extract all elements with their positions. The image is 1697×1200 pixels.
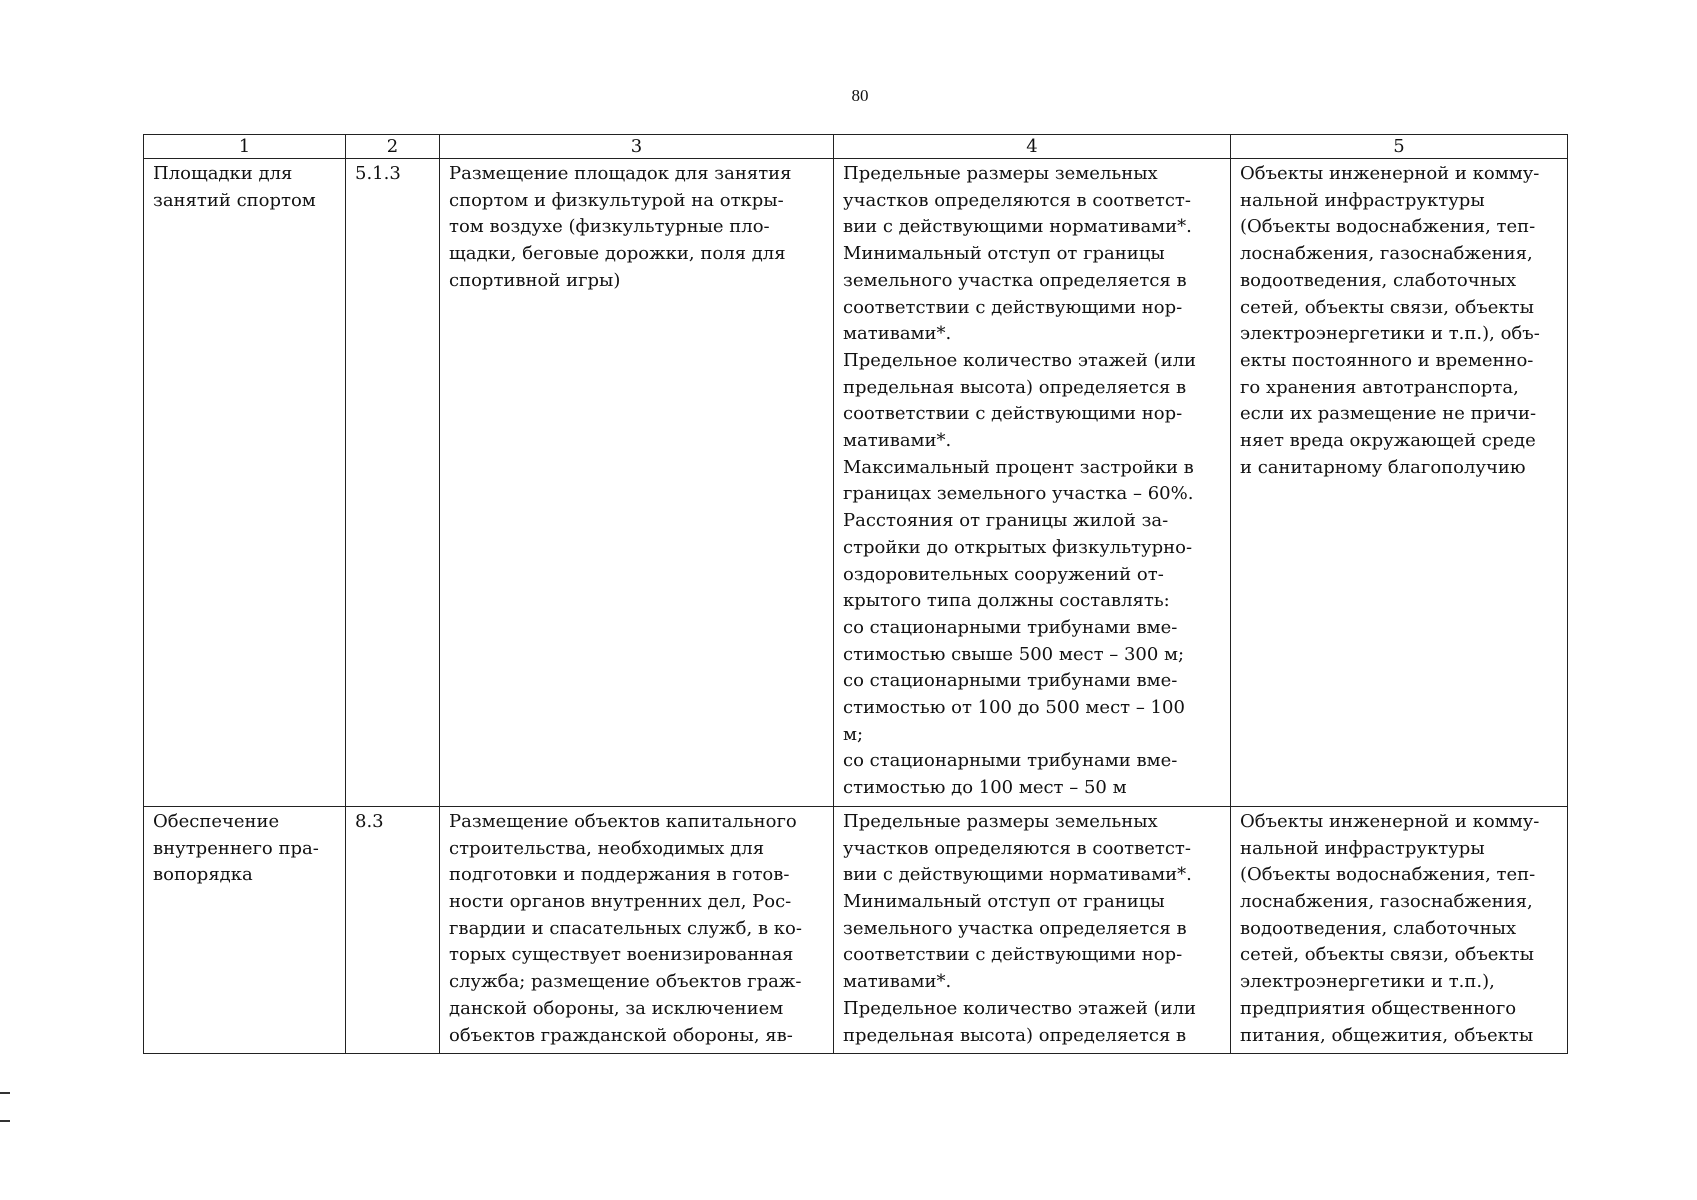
- cell-text-line: м;: [843, 723, 864, 745]
- cell-text-line: предприятия общественного: [1240, 997, 1517, 1019]
- margin-mark: [0, 1092, 10, 1094]
- cell-text-line: соответствии с действующими нор-: [843, 296, 1183, 318]
- cell-text-line: Расстояния от границы жилой за-: [843, 510, 1169, 532]
- cell-text-line: стимостью свыше 500 мест – 300 м;: [843, 643, 1185, 665]
- code-cell: [346, 159, 440, 807]
- cell-text-line: внутреннего пра-: [153, 837, 319, 859]
- cell-text-line: занятий спортом: [153, 189, 316, 211]
- header-col-2: 2: [346, 135, 440, 159]
- header-col-1: 1: [144, 135, 346, 159]
- land-use-table: [143, 134, 1568, 1054]
- cell-text-line: соответствии с действующими нор-: [843, 944, 1183, 966]
- cell-text-line: вии с действующими нормативами*.: [843, 216, 1192, 238]
- header-col-3: 3: [440, 135, 834, 159]
- cell-text-line: го хранения автотранспорта,: [1240, 376, 1519, 398]
- cell-text-line: Предельное количество этажей (или: [843, 349, 1197, 371]
- auxiliary-uses-cell: [1231, 159, 1568, 807]
- cell-text-line: водоотведения, слаботочных: [1240, 917, 1517, 939]
- cell-text-line: торых существует военизированная: [449, 944, 794, 966]
- code-cell: [346, 806, 440, 1053]
- cell-text-line: том воздухе (физкультурные пло-: [449, 216, 770, 238]
- cell-text-line: Предельные размеры земельных: [843, 163, 1158, 184]
- cell-text-line: участков определяются в соответст-: [843, 189, 1191, 211]
- cell-text-line: предельная высота) определяется в: [843, 376, 1187, 398]
- parameters-cell: [834, 806, 1231, 1053]
- page-number: 80: [851, 86, 869, 105]
- cell-text-line: объектов гражданской обороны, яв-: [449, 1024, 793, 1046]
- cell-text-line: сетей, объекты связи, объекты: [1240, 296, 1534, 318]
- cell-text-line: если их размещение не причи-: [1240, 403, 1537, 425]
- cell-text-line: земельного участка определяется в: [843, 269, 1187, 291]
- cell-text-line: и санитарному благополучию: [1240, 456, 1526, 478]
- cell-text-line: лоснабжения, газоснабжения,: [1240, 890, 1533, 912]
- cell-text-line: оздоровительных сооружений от-: [843, 563, 1164, 585]
- cell-text-line: нальной инфраструктуры: [1240, 837, 1485, 859]
- cell-text-line: участков определяются в соответст-: [843, 837, 1191, 859]
- parameters-cell: [834, 159, 1231, 807]
- cell-text-line: Размещение площадок для занятия: [449, 163, 792, 184]
- auxiliary-uses-cell: [1231, 806, 1568, 1053]
- cell-text-line: щадки, беговые дорожки, поля для: [449, 243, 786, 265]
- header-col-5: 5: [1231, 135, 1568, 159]
- cell-text-line: Максимальный процент застройки в: [843, 456, 1194, 478]
- cell-text-line: вии с действующими нормативами*.: [843, 864, 1192, 886]
- cell-text-line: стимостью до 100 мест – 50 м: [843, 777, 1127, 799]
- margin-mark: [0, 1120, 10, 1122]
- cell-text-line: водоотведения, слаботочных: [1240, 269, 1517, 291]
- cell-text-line: (Объекты водоснабжения, теп-: [1240, 864, 1536, 886]
- cell-text-line: мативами*.: [843, 971, 952, 993]
- cell-text-line: 8.3: [355, 810, 384, 832]
- cell-text-line: служба; размещение объектов граж-: [449, 971, 802, 993]
- cell-text-line: Минимальный отступ от границы: [843, 243, 1165, 265]
- cell-text-line: электроэнергетики и т.п.), объ-: [1240, 323, 1540, 345]
- cell-text-line: предельная высота) определяется в: [843, 1024, 1187, 1046]
- table-row: [144, 159, 1568, 807]
- cell-text-line: Обеспечение: [153, 810, 280, 832]
- cell-text-line: Размещение объектов капитального: [449, 810, 797, 832]
- cell-text-line: екты постоянного и временно-: [1240, 349, 1534, 371]
- cell-text-line: Предельные размеры земельных: [843, 810, 1158, 832]
- cell-text-line: электроэнергетики и т.п.),: [1240, 971, 1495, 993]
- cell-text-line: стройки до открытых физкультурно-: [843, 536, 1193, 558]
- cell-text-line: Минимальный отступ от границы: [843, 890, 1165, 912]
- cell-text-line: 5.1.3: [355, 163, 401, 184]
- cell-text-line: мативами*.: [843, 323, 952, 345]
- cell-text-line: гвардии и спасательных служб, в ко-: [449, 917, 802, 939]
- cell-text-line: данской обороны, за исключением: [449, 997, 784, 1019]
- cell-text-line: Объекты инженерной и комму-: [1240, 810, 1540, 832]
- cell-text-line: лоснабжения, газоснабжения,: [1240, 243, 1533, 265]
- table-row: [144, 806, 1568, 1053]
- cell-text-line: со стационарными трибунами вме-: [843, 670, 1178, 692]
- cell-text-line: Площадки для: [153, 163, 293, 184]
- cell-text-line: питания, общежития, объекты: [1240, 1024, 1534, 1046]
- use-name-cell: [144, 806, 346, 1053]
- table-body: [144, 159, 1568, 1054]
- cell-text-line: нальной инфраструктуры: [1240, 189, 1485, 211]
- cell-text-line: ности органов внутренних дел, Рос-: [449, 890, 792, 912]
- cell-text-line: соответствии с действующими нор-: [843, 403, 1183, 425]
- cell-text-line: крытого типа должны составлять:: [843, 590, 1170, 612]
- cell-text-line: (Объекты водоснабжения, теп-: [1240, 216, 1536, 238]
- description-cell: [440, 159, 834, 807]
- cell-text-line: сетей, объекты связи, объекты: [1240, 944, 1534, 966]
- cell-text-line: вопорядка: [153, 864, 253, 886]
- header-col-4: 4: [834, 135, 1231, 159]
- cell-text-line: границах земельного участка – 60%.: [843, 483, 1194, 505]
- cell-text-line: со стационарными трибунами вме-: [843, 750, 1178, 772]
- description-cell: [440, 806, 834, 1053]
- cell-text-line: земельного участка определяется в: [843, 917, 1187, 939]
- cell-text-line: мативами*.: [843, 430, 952, 452]
- cell-text-line: Предельное количество этажей (или: [843, 997, 1197, 1019]
- header-row: [144, 135, 1568, 159]
- cell-text-line: со стационарными трибунами вме-: [843, 616, 1178, 638]
- use-name-cell: [144, 159, 346, 807]
- cell-text-line: строительства, необходимых для: [449, 837, 765, 859]
- cell-text-line: Объекты инженерной и комму-: [1240, 163, 1540, 184]
- cell-text-line: стимостью от 100 до 500 мест – 100: [843, 697, 1185, 719]
- cell-text-line: спортом и физкультурой на откры-: [449, 189, 784, 211]
- cell-text-line: подготовки и поддержания в готов-: [449, 864, 790, 886]
- cell-text-line: няет вреда окружающей среде: [1240, 430, 1536, 452]
- cell-text-line: спортивной игры): [449, 269, 621, 291]
